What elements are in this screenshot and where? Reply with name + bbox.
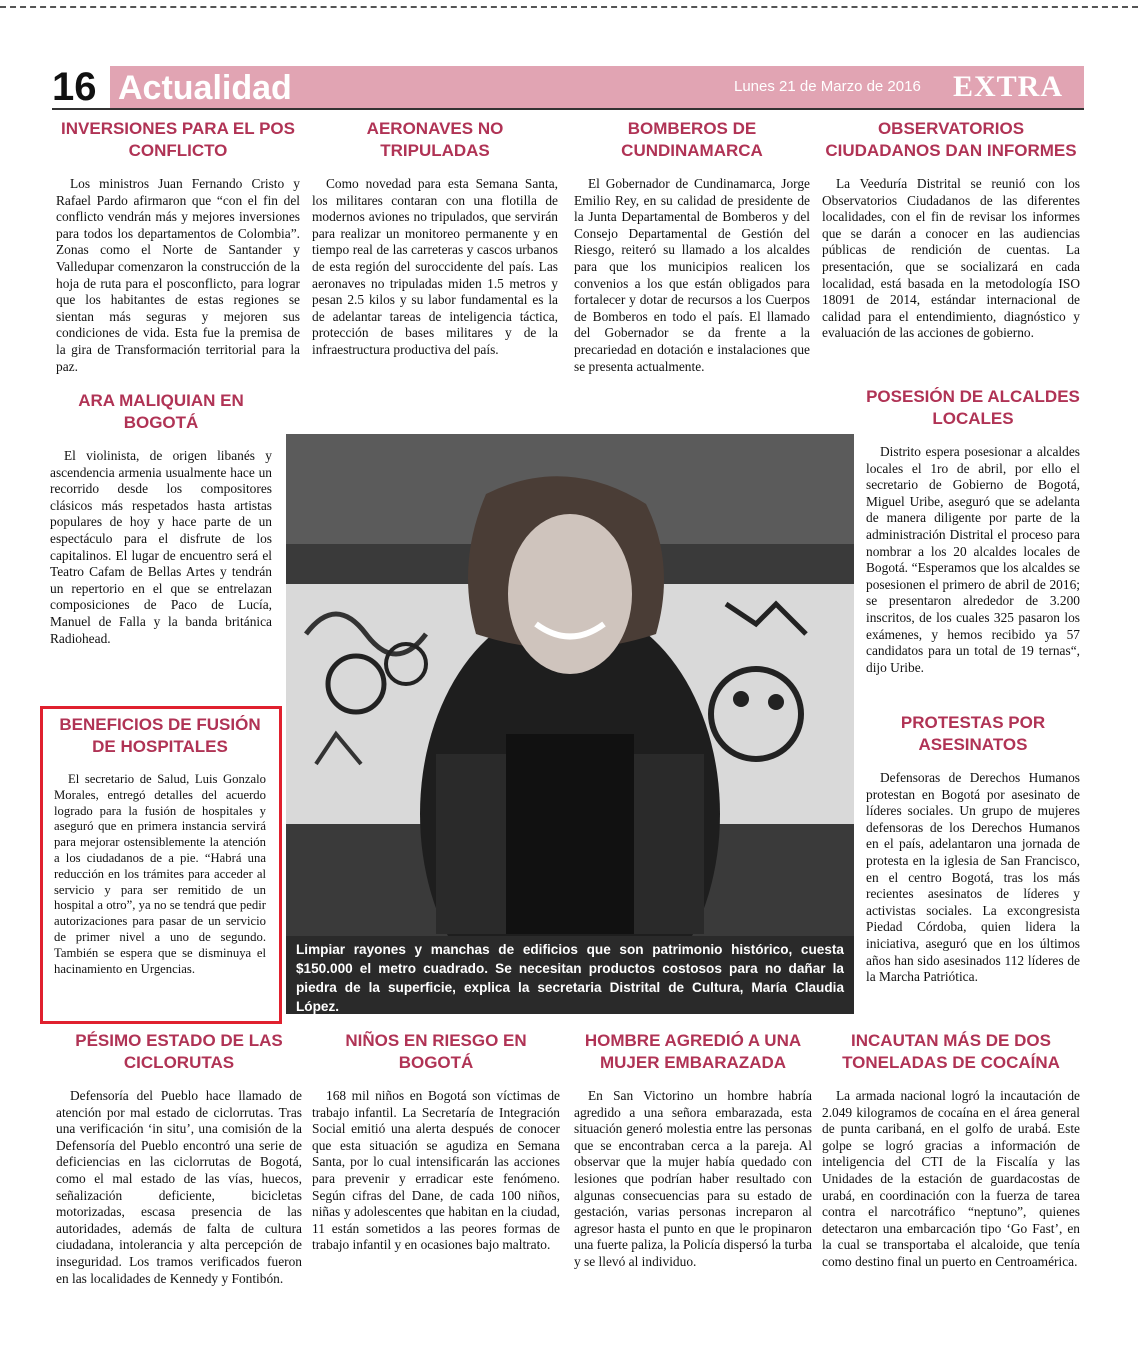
article-ninos	[312, 1030, 560, 1254]
article-body: Como novedad para esta Semana Santa, los militares contaran con una flotilla de modernos aviones no tripulados, que servirán para realizar un monitoreo permanente y en tiempo real de las carreteras y cascos urbanos de esta región del suroccidente del país. Las aeronaves no tripuladas miden 1.5 metros y pesan 2.5 kilos y su labor fundamental es la de adelantar tareas de inteligencia táctica, protección de bases militares y de la infraestructura productiva del país.	[312, 176, 558, 357]
article-body: La armada nacional logró la incautación de 2.049 kilogramos de cocaína en el área general de punta caribaná, en el golfo de urabá. Este golpe se logró gracias a información de inteligencia del CTI de la Fiscalía y las Unidades de la estación de guardacostas de urabá, en coordinación con la fuerza de tarea contra el narcotráfico “neptuno”, quienes detectaron una embarcación tipo ‘Go Fast’, en la cual se transportaba el alcaloide, que tenía como destino final un puerto en Centroamérica.	[822, 1088, 1080, 1269]
article-inversiones	[56, 118, 300, 375]
page-header	[52, 66, 1084, 108]
headline: POSESIÓN DE ALCALDES LOCALES	[866, 387, 1080, 428]
article-body: Los ministros Juan Fernando Cristo y Rafael Pardo afirmaron que “con el fin del conflicto vendrán más y mejores inversiones para todos los departamentos de Colombia”. Zonas como el Norte de Santander y Valledupar comenzaron la construcción de la hoja de ruta para el posconflicto, para lograr que los habitantes de estas regiones se sientan más seguras y mejoren sus condiciones de vida. Esta fue la premisa de la gira de Transformación territorial para la paz.	[56, 176, 300, 374]
header-bar	[110, 66, 1084, 108]
article-hombre	[574, 1030, 812, 1271]
headline: PÉSIMO ESTADO DE LAS CICLORUTAS	[75, 1031, 283, 1072]
photo-illustration	[286, 434, 854, 1014]
headline: ARA MALIQUIAN EN BOGOTÁ	[78, 391, 244, 432]
issue-date: Lunes 21 de Marzo de 2016	[734, 78, 921, 95]
page-number: 16	[52, 65, 97, 109]
photo-caption: Limpiar rayones y manchas de edificios que son patrimonio histórico, cuesta $150.000 el metro cuadrado. Se necesitan productos costosos para no dañar la piedra de la superficie, explica la secretaria Distrital de Cultura, María Claudia López.	[286, 936, 854, 1014]
headline: BENEFICIOS DE FUSIÓN DE HOSPITALES	[59, 715, 261, 756]
headline: PROTESTAS POR ASESINATOS	[900, 713, 1046, 754]
article-body: El violinista, de origen libanés y ascendencia armenia usualmente hace un recorrido desde los compositores clásicos más respetados hasta artistas populares de hoy y hace parte de un espectáculo para el disfrute de los capitalinos. El lugar de encuentro será el Teatro Cafam de Bellas Artes y tendrán un repertorio en el que se entrelazan composiciones de Paco de Lucía, Manuel de Falla y la banda británica Radiohead.	[50, 448, 272, 646]
article-body: El secretario de Salud, Luis Gonzalo Morales, entregó detalles del acuerdo logrado para la fusión de hospitales y aseguró que en primera instancia servirá para mejorar ostensiblemente la atención a los ciudadanos de a pie. “Habrá una reducción en los trámites para acceder al servicio y para ser remitido de un hospital a otro”, ya no se tendrá que pedir autorizaciones para pasar de un servicio de primer nivel a uno de segundo. También se espera que se disminuya el hacinamiento en Urgencias.	[54, 772, 266, 976]
extra-logo: EXTRA	[952, 70, 1063, 103]
article-aeronaves	[312, 118, 558, 359]
top-dashed-border	[0, 6, 1138, 8]
article-body: El Gobernador de Cundinamarca, Jorge Emilio Rey, en su calidad de presidente de la Junta Departamental de Bomberos y del Consejo Departamental de Gestión del Riesgo, reiteró su llamado a los alcaldes para que los municipios realicen los convenios a los que están obligados para fortalecer y dotar de recursos a los Cuerpos de Bomberos en todo el país. El llamado del Gobernador se da frente a la precariedad en dotación e instalaciones que se presenta actualmente.	[574, 176, 810, 374]
article-ciclorutas	[56, 1030, 302, 1287]
article-body: Distrito espera posesionar a alcaldes locales el 1ro de abril, por ello el secretario de Gobierno de Bogotá, Miguel Uribe, aseguró que se adelanta de manera diligente por parte de la administración Distrital el proceso para nombrar a los 20 alcaldes locales de Bogotá. “Esperamos que los alcaldes se posesionen el primero de abril de 2016; se presentaron alrededor de 3.200 inscritos, de los cuales 325 pasaron los exámenes, y hemos recibido ya 57 candidatos para un total de 19 ternas“, dijo Uribe.	[866, 444, 1080, 675]
article-protestas	[866, 712, 1080, 986]
headline: NIÑOS EN RIESGO EN BOGOTÁ	[345, 1031, 527, 1072]
article-body: Defensoría del Pueblo hace llamado de atención por mal estado de ciclorrutas. Tras una verificación ‘in situ’, una comisión de la Defensoría del Pueblo encontró una serie de deficiencias en las ciclorrutas de Bogotá, como el mal estado de las vías, huecos, señalización deficiente, bicicletas motorizadas, escasa presencia de las autoridades, además de falta de cultura ciudadana, intolerancia y alta percepción de inseguridad. Los tramos verificados fueron en las localidades de Kennedy y Fontibón.	[56, 1088, 302, 1286]
photo-woman-graffiti-wall	[286, 434, 854, 1014]
article-bomberos	[574, 118, 810, 375]
article-posesion	[866, 386, 1080, 676]
headline: HOMBRE AGREDIÓ A UNA MUJER EMBARAZADA	[584, 1031, 802, 1072]
header-underline	[52, 108, 1084, 110]
article-maliquian	[50, 390, 272, 647]
article-beneficios	[54, 714, 266, 977]
headline: AERONAVES NO TRIPULADAS	[366, 119, 504, 160]
headline: INCAUTAN MÁS DE DOS TONELADAS DE COCAÍNA	[842, 1031, 1060, 1072]
article-body: Defensoras de Derechos Humanos protestan en Bogotá por asesinato de líderes sociales. Un grupo de mujeres defensoras de los Derechos Humanos en el país, adelantaron una jornada de protesta en la iglesia de San Francisco, en el centro Bogotá, tras los más recientes asesinatos de líderes y activistas sociales. La excongresista Piedad Córdoba, quien lidera la iniciativa, aseguró que en los últimos años han sido asesinados 112 líderes de la Marcha Patriótica.	[866, 770, 1080, 985]
article-observatorios	[822, 118, 1080, 342]
article-cocaina	[822, 1030, 1080, 1271]
headline: INVERSIONES PARA EL POS CONFLICTO	[61, 119, 295, 160]
headline: OBSERVATORIOS CIUDADANOS DAN INFORMES	[825, 119, 1077, 160]
section-title: Actualidad	[118, 69, 292, 107]
article-body: En San Victorino un hombre habría agredido a una señora embarazada, esta situación generó molestia entre las personas que se encontraban cerca a la pareja. Al observar que la mujer había quedado con lesiones que podrían haber resultado con algunas consecuencias para su estado de gestación, varias personas increparon al agresor hasta el punto en que le propinaron una fuerte paliza, la Policía dispersó la turba y se llevó al individuo.	[574, 1088, 812, 1269]
article-body: La Veeduría Distrital se reunió con los Observatorios Ciudadanos de las diferentes localidades, con el fin de revisar los informes que se darán a conocer en las audiencias públicas de rendición de cuentas. La presentación, que se socializará en cada localidad, está basada en la metodología ISO 18091 de 2014, estándar internacional de calidad para el entendimiento, diagnóstico y evaluación de las acciones de gobierno.	[822, 176, 1080, 341]
article-body: 168 mil niños en Bogotá son víctimas de trabajo infantil. La Secretaría de Integración Social emitió una alerta después de conocer que esta situación se agudiza en Semana Santa, por lo cual intensificarán las acciones para prevenir y erradicar este fenómeno. Según cifras del Dane, de cada 100 niños, niñas y adolescentes que habitan en la ciudad, 11 están sometidos a las peores formas de trabajo infantil y en ocasiones bajo maltrato.	[312, 1088, 560, 1253]
headline: BOMBEROS DE CUNDINAMARCA	[621, 119, 763, 160]
